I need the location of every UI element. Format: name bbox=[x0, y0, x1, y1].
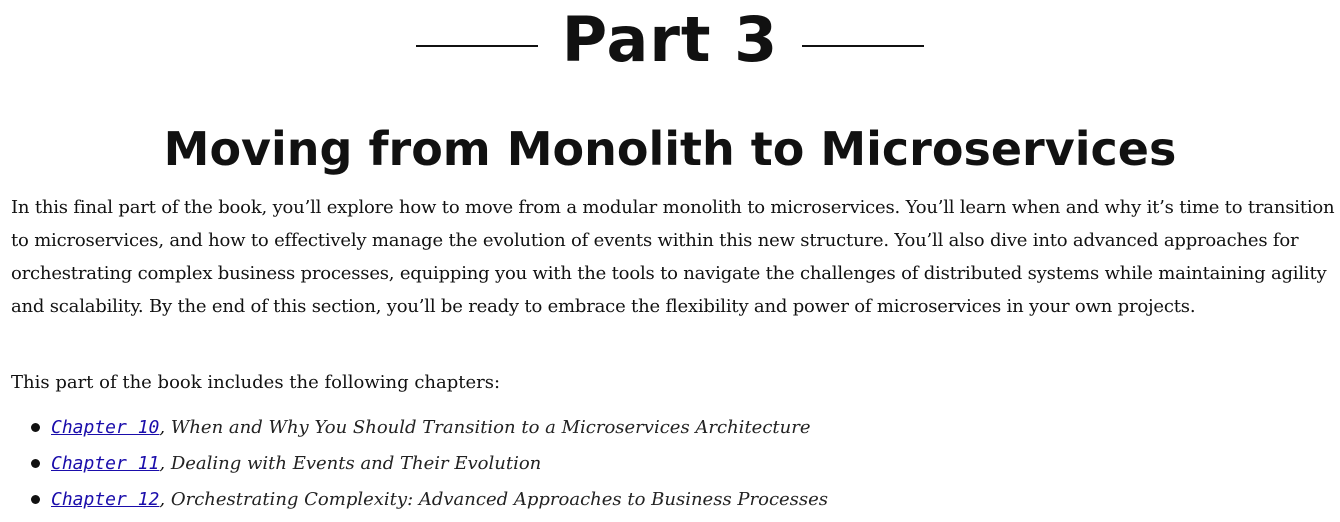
bullet-icon bbox=[31, 495, 40, 504]
right-rule bbox=[802, 45, 924, 47]
list-item bbox=[11, 410, 828, 446]
chapter-title: Dealing with Events and Their Evolution bbox=[170, 453, 542, 474]
part-header bbox=[0, 0, 1340, 80]
chapter-separator: , bbox=[159, 489, 171, 510]
chapter-title: When and Why You Should Transition to a Microservices Architecture bbox=[170, 417, 811, 438]
chapter-separator: , bbox=[159, 417, 171, 438]
bullet-icon bbox=[31, 459, 40, 468]
list-item bbox=[11, 446, 828, 482]
page-title: Moving from Monolith to Microservices bbox=[163, 122, 1177, 176]
chapter-list bbox=[11, 410, 828, 518]
part-title: Part 3 bbox=[561, 3, 779, 76]
left-rule bbox=[416, 45, 538, 47]
bullet-icon bbox=[31, 423, 40, 432]
chapter-10-link[interactable]: Chapter 10 bbox=[51, 417, 160, 438]
chapter-separator: , bbox=[159, 453, 171, 474]
chapter-11-link[interactable]: Chapter 11 bbox=[51, 453, 160, 474]
intro-paragraph: In this final part of the book, you’ll explore how to move from a modular monolith to microservices. You’ll learn when and why it’s time to transition to microservices, and how to effectively manage the evolution of events within this new structure. You’ll also dive into advanced approaches for orchestrating complex business processes, equipping you with the tools to navigate the challenges of distributed systems while maintaining agility and scalability. By the end of this section, you’ll be ready to embrace the flexibility and power of microservices in your own projects. bbox=[11, 197, 1335, 317]
chapter-title: Orchestrating Complexity: Advanced Approaches to Business Processes bbox=[170, 489, 829, 510]
includes-paragraph: This part of the book includes the following chapters: bbox=[11, 372, 501, 393]
list-item bbox=[11, 482, 828, 518]
chapter-12-link[interactable]: Chapter 12 bbox=[51, 489, 160, 510]
